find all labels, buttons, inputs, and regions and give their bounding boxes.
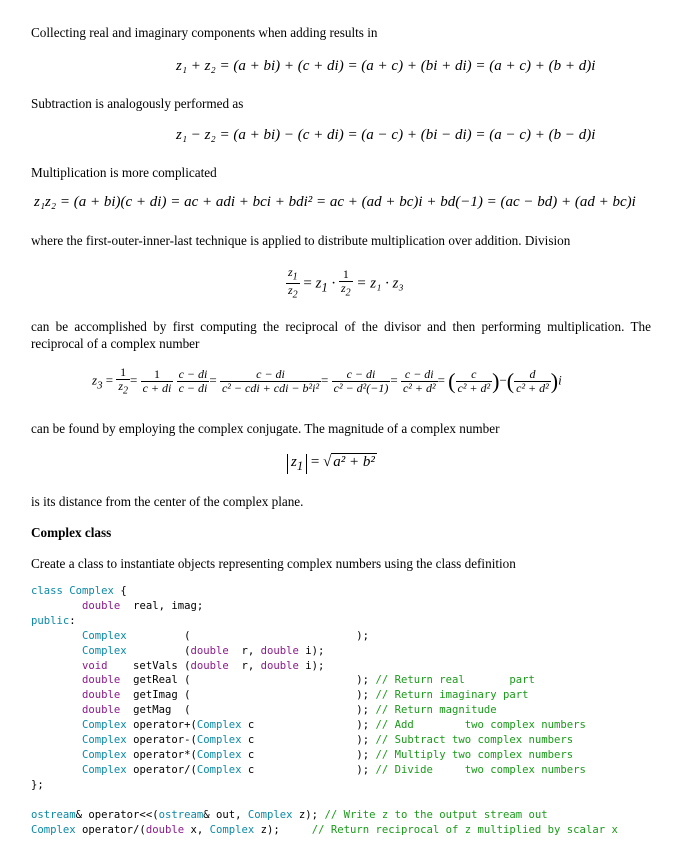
code-line: Complex operator+(Complex c ); // Add two complex numbers — [82, 719, 586, 732]
code-line: Complex operator*(Complex c ); // Multiply two complex numbers — [82, 748, 574, 761]
section-heading: Complex class — [31, 525, 112, 540]
code-line: ostream& operator<<(ostream& out, Complex z); // Write z to the output stream out — [31, 808, 548, 821]
code-line: double real, imag; — [82, 599, 204, 612]
code-line: Complex operator-(Complex c ); // Subtract two complex numbers — [82, 734, 574, 747]
paragraph-multiplication-intro: Multiplication is more complicated — [31, 165, 217, 180]
paragraph-magnitude-meaning: is its distance from the center of the complex plane. — [31, 494, 304, 509]
code-line: Complex operator/(Complex c ); // Divide two complex numbers — [82, 763, 586, 776]
code-line: public: — [31, 614, 76, 627]
code-line: double getMag ( ); // Return magnitude — [82, 704, 497, 717]
paragraph-subtraction-intro: Subtraction is analogously performed as — [31, 96, 244, 111]
code-line: Complex ( ); — [82, 629, 370, 642]
equation-magnitude: $z_1$ = √ a² + b² — [287, 453, 377, 474]
code-line: class Complex { — [31, 585, 127, 597]
code-line: double getImag ( ); // Return imaginary part — [82, 689, 529, 702]
division-tail: = z₁ · z₃ — [356, 275, 404, 292]
code-line: void setVals (double r, double i); — [82, 659, 325, 672]
equation-reciprocal: $z_3$ = $\frac{1}{z_2}$ = $\frac{1}{c + di}$ $\frac{c - di}{c - di}$ = $\frac{c - di}{\text{c² − cdi + cdi − b²i²}}$ = $\frac{c - di}{\text{c² − d²(−1)}}$ = $\frac{c - di}{\text{c² + d²}}$ = ( $\frac{c}{\text{c² + d²}}$ )−( $\frac{d}{\text{c² + d²}}$ )i — [92, 365, 562, 397]
equation-subtraction: z₁ − z₂ = (a + bi) − (c + di) = (a − c) + (bi − di) = (a − c) + (b − d)i — [176, 127, 596, 143]
code-line: }; — [31, 778, 44, 791]
code-line: double getReal ( ); // Return real part — [82, 674, 535, 687]
code-line: Complex operator/(double x, Complex z); // Return reciprocal of z multiplied by scalar x — [31, 823, 618, 836]
code-line: Complex (double r, double i); — [82, 644, 325, 657]
reciprocal-tail: i — [558, 372, 562, 388]
equation-division: $\frac{z_1}{z_2}$ = $z_1$ · $\frac{1}{z_2}$ = z₁ · z₃ — [288, 265, 404, 301]
paragraph-addition-intro: Collecting real and imaginary components when adding results in — [31, 25, 378, 40]
code-block — [31, 584, 618, 837]
paragraph-foil-division: where the first-outer-inner-last technique is applied to distribute multiplication over addition. Division — [31, 233, 571, 248]
equation-multiplication: z₁z₂ = (a + bi)(c + di) = ac + adi + bci + bdi² = ac + (ad + bc)i + bd(−1) = (ac − bd) + (ad + bc)i — [34, 194, 636, 210]
paragraph-reciprocal-intro: can be accomplished by first computing the reciprocal of the divisor and then performing multiplication. The reciprocal of a complex number — [31, 319, 651, 351]
paragraph-magnitude-intro: can be found by employing the complex conjugate. The magnitude of a complex number — [31, 421, 500, 436]
paragraph-class-intro: Create a class to instantiate objects representing complex numbers using the class definition — [31, 556, 516, 571]
equation-addition: z₁ + z₂ = (a + bi) + (c + di) = (a + c) + (bi + di) = (a + c) + (b + d)i — [176, 58, 596, 74]
